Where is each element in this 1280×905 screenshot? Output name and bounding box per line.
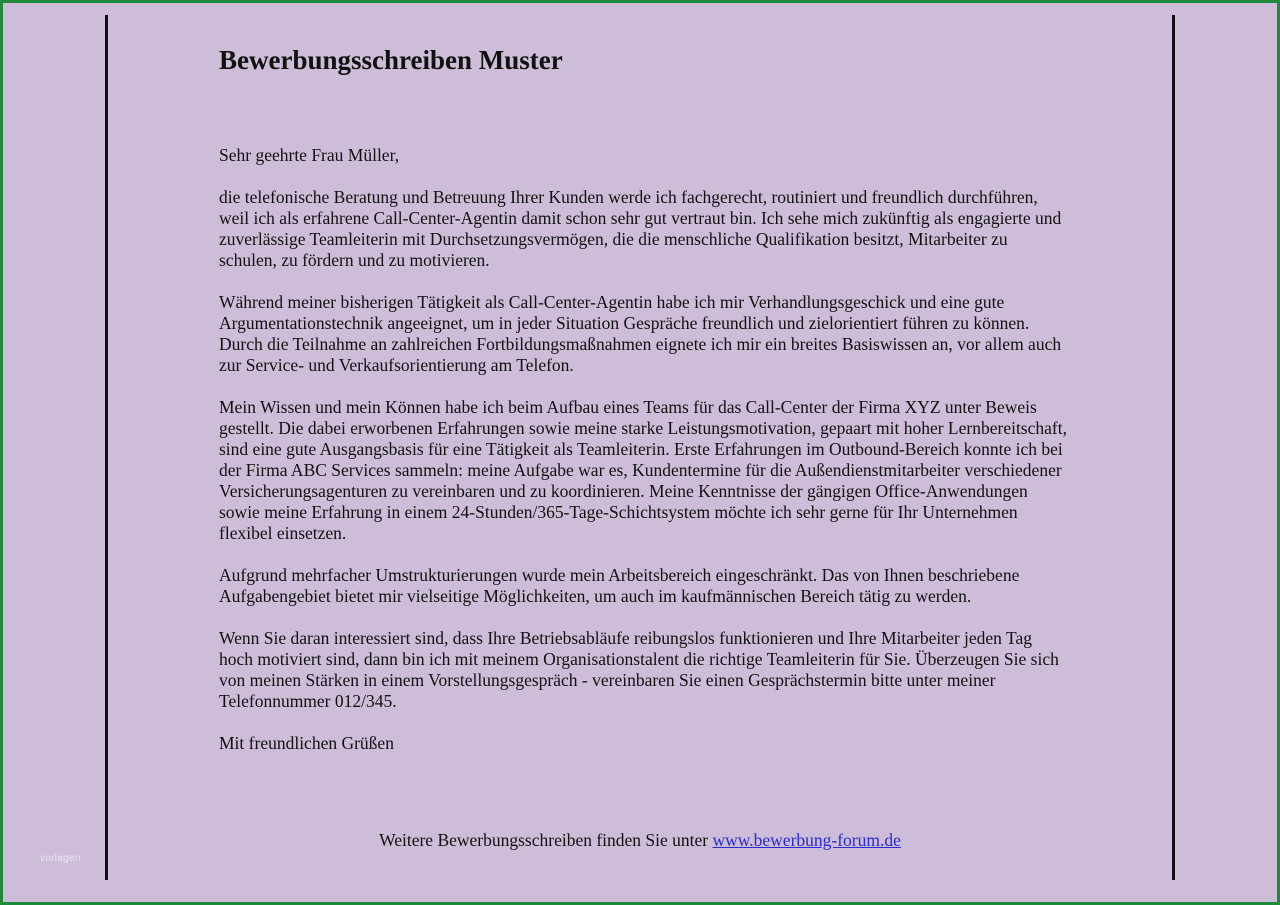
left-margin-rule bbox=[105, 15, 108, 880]
salutation: Sehr geehrte Frau Müller, bbox=[219, 145, 400, 165]
footer-link[interactable]: www.bewerbung-forum.de bbox=[712, 830, 901, 850]
right-margin-rule bbox=[1172, 15, 1175, 880]
watermark: vorlagen bbox=[40, 853, 81, 864]
page-title: Bewerbungsschreiben Muster bbox=[219, 45, 563, 75]
footer-text: Weitere Bewerbungsschreiben finden Sie unter bbox=[379, 830, 713, 850]
paragraph-2: Während meiner bisherigen Tätigkeit als Call-Center-Agentin habe ich mir Verhandlungsgeschick und eine gute Argumentationstechnik angeeignet, um in jeder Situation Gespräche freundlich und zielorientiert führen zu können. Durch die Teilnahme an zahlreichen Fortbildungsmaßnahmen eignete ich mir ein breites Basiswissen an, vor allem auch zur Service- und Verkaufsorientierung am Telefon. bbox=[219, 292, 1062, 375]
paragraph-4: Aufgrund mehrfacher Umstrukturierungen wurde mein Arbeitsbereich eingeschränkt. Das von Ihnen beschriebene Aufgabengebiet bietet mir vielseitige Möglichkeiten, um auch im kaufmännischen Bereich tätig zu werden. bbox=[219, 565, 1020, 606]
paragraph-5: Wenn Sie daran interessiert sind, dass Ihre Betriebsabläufe reibungslos funktionieren und Ihre Mitarbeiter jeden Tag hoch motiviert sind, dann bin ich mit meinem Organisationstalent die richtige Teamleiterin für Sie. Überzeugen Sie sich von meinen Stärken in einem Vorstellungsgespräch - vereinbaren Sie einen Gesprächstermin bitte unter meiner Telefonnummer 012/345. bbox=[219, 628, 1059, 711]
paragraph-3: Mein Wissen und mein Können habe ich beim Aufbau eines Teams für das Call-Center der Firma XYZ unter Beweis gestellt. Die dabei erworbenen Erfahrungen sowie meine starke Leistungsmotivation, gepaart mit hoher Lernbereitschaft, sind eine gute Ausgangsbasis für eine Tätigkeit als Teamleiterin. Erste Erfahrungen im Outbound-Bereich konnte ich bei der Firma ABC Services sammeln: meine Aufgabe war es, Kundentermine für die Außendienstmitarbeiter verschiedener Versicherungsagenturen zu vereinbaren und zu koordinieren. Meine Kenntnisse der gängigen Office-Anwendungen sowie meine Erfahrung in einem 24-Stunden/365-Tage-Schichtsystem möchte ich sehr gerne für Ihr Unternehmen flexibel einsetzen. bbox=[219, 397, 1067, 543]
closing: Mit freundlichen Grüßen bbox=[219, 733, 394, 753]
letter-body bbox=[219, 40, 1069, 754]
footer-line bbox=[379, 829, 901, 851]
footer bbox=[0, 829, 1280, 851]
paragraph-1: die telefonische Beratung und Betreuung Ihrer Kunden werde ich fachgerecht, routiniert und freundlich durchführen, weil ich als erfahrene Call-Center-Agentin damit schon sehr gut vertraut bin. Ich sehe mich zukünftig als engagierte und zuverlässige Teamleiterin mit Durchsetzungsvermögen, die die menschliche Qualifikation besitzt, Mitarbeiter zu schulen, zu fördern und zu motivieren. bbox=[219, 187, 1062, 270]
